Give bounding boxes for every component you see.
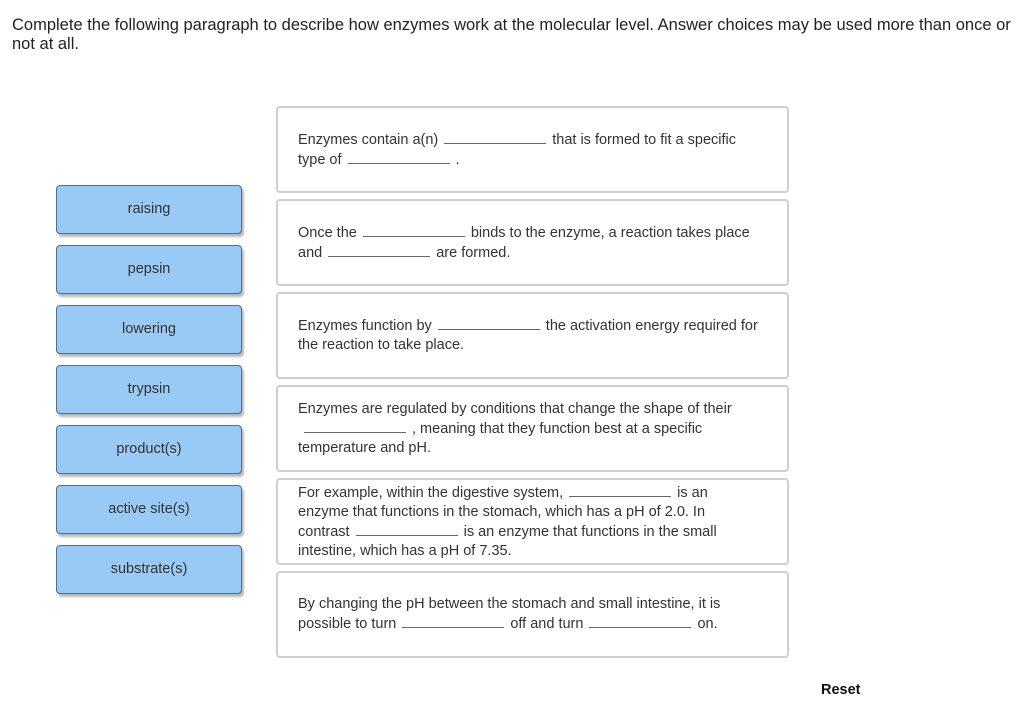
sentence-part: Once the: [298, 224, 357, 241]
sentence-part: By changing the pH between the stomach and small intestine, it is possible to turn: [298, 596, 721, 632]
target-text: [298, 595, 759, 634]
answer-chip-raising[interactable]: [56, 185, 242, 234]
target-text: [298, 316, 759, 355]
sentence-part: the activation energy required for the reaction to take place.: [298, 318, 758, 353]
target-box-2: [276, 199, 789, 286]
target-box-6: [276, 571, 789, 658]
answer-bank: [56, 185, 242, 605]
sentence-part: that is formed to fit a specific type of: [298, 131, 736, 168]
answer-chip-label: trypsin: [127, 380, 171, 397]
target-text: [298, 130, 759, 170]
target-text: [298, 400, 759, 458]
sentence-part: off and turn: [510, 616, 584, 632]
sentence-part: .: [455, 151, 460, 168]
sentence-part: Enzymes function by: [298, 318, 432, 334]
answer-chip-label: active site(s): [108, 500, 190, 517]
sentence-part: is an enzyme that functions in the small intestine, which has a pH of 7.35.: [298, 523, 717, 559]
sentence-part: Enzymes contain a(n): [298, 131, 439, 148]
target-text: [298, 483, 759, 561]
drop-blank[interactable]: [589, 614, 691, 628]
sentence-part: , meaning that they function best at a specific temperature and pH.: [298, 420, 703, 456]
answer-chip-label: lowering: [122, 320, 176, 337]
instructions: Complete the following paragraph to describe how enzymes work at the molecular level. Answer choices may be used more than once or not at all.: [12, 16, 1011, 53]
answer-chip-pepsin[interactable]: [56, 245, 242, 294]
target-box-1: [276, 106, 789, 193]
sentence-part: For example, within the digestive system,: [298, 484, 564, 501]
answer-chip-substrates[interactable]: [56, 545, 242, 594]
answer-chip-label: raising: [127, 200, 171, 217]
target-list: [276, 106, 789, 664]
target-box-3: [276, 292, 789, 379]
drop-blank[interactable]: [348, 150, 450, 164]
reset-button[interactable]: Reset: [821, 682, 861, 698]
drop-blank[interactable]: [363, 223, 465, 237]
drop-blank[interactable]: [402, 614, 504, 628]
sentence-part: binds to the enzyme, a reaction takes place and: [298, 224, 750, 261]
drop-blank[interactable]: [328, 243, 430, 257]
answer-chip-label: product(s): [116, 440, 182, 457]
drop-blank[interactable]: [569, 483, 671, 497]
drop-blank[interactable]: [444, 130, 546, 144]
sentence-part: is an enzyme that functions in the stomach, which has a pH of 2.0. In contrast: [298, 484, 708, 540]
drop-blank[interactable]: [304, 419, 406, 433]
answer-chip-active-sites[interactable]: [56, 485, 242, 534]
target-text: [298, 223, 759, 263]
drop-blank[interactable]: [356, 522, 458, 536]
target-box-5: [276, 478, 789, 565]
answer-chip-label: pepsin: [127, 260, 171, 277]
sentence-part: on.: [697, 616, 718, 632]
answer-chip-trypsin[interactable]: [56, 365, 242, 414]
answer-chip-lowering[interactable]: [56, 305, 242, 354]
sentence-part: are formed.: [436, 244, 511, 261]
answer-chip-label: substrate(s): [110, 560, 188, 577]
sentence-part: Enzymes are regulated by conditions that change the shape of their: [298, 400, 732, 417]
answer-chip-products[interactable]: [56, 425, 242, 474]
target-box-4: [276, 385, 789, 472]
drop-blank[interactable]: [438, 316, 540, 330]
